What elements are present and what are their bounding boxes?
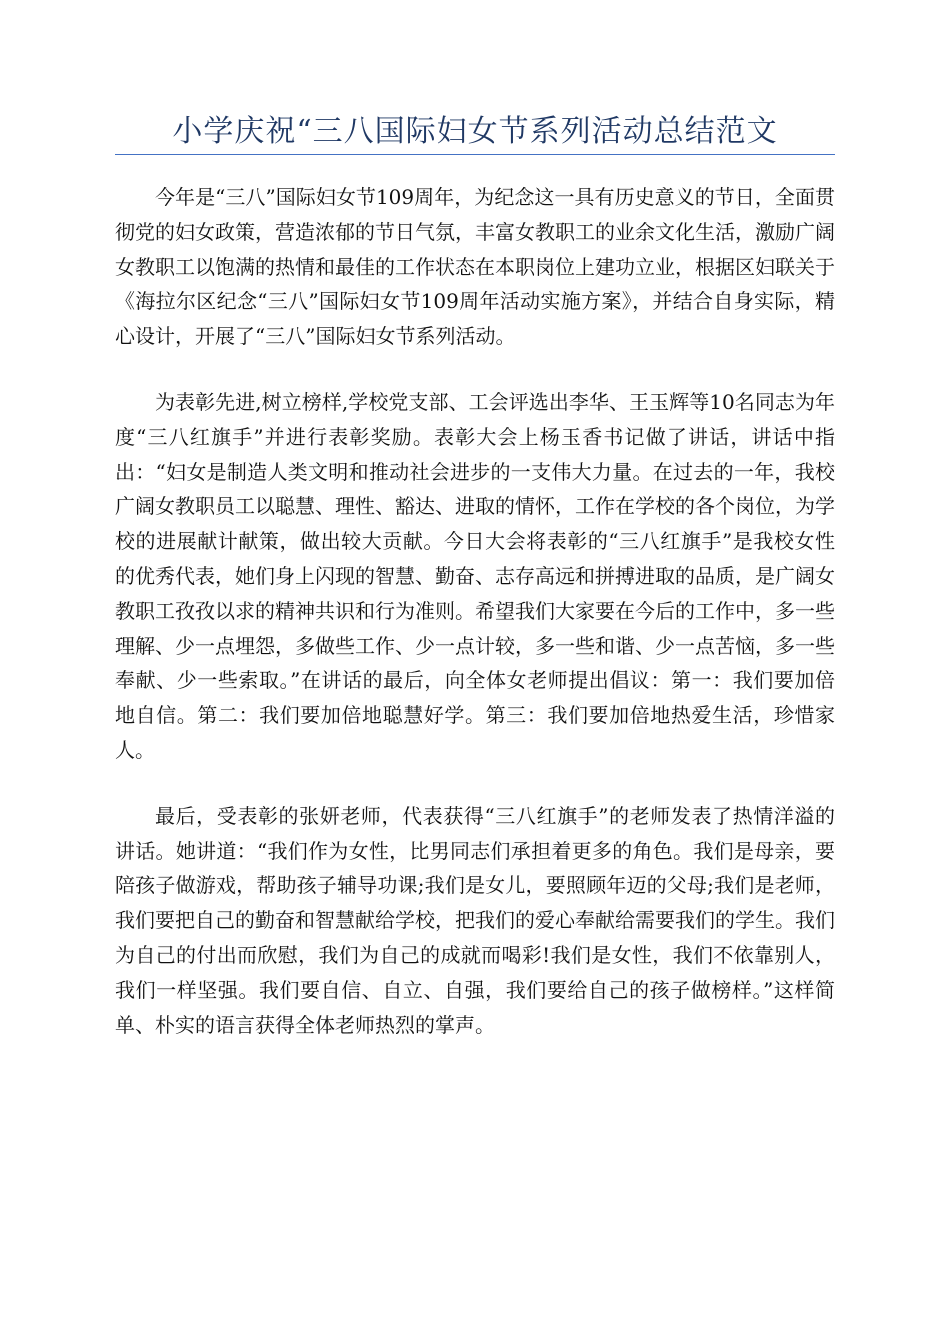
document-body — [115, 180, 835, 1073]
page-title: 小学庆祝“三八国际妇女节系列活动总结范文 — [172, 114, 778, 149]
paragraph-commendation: 为表彰先进,树立榜样,学校党支部、工会评选出李华、王玉辉等10名同志为年度“三八红旗手”并进行表彰奖励。表彰大会上杨玉香书记做了讲话，讲话中指出：“妇女是制造人类文明和推动社会进步的一支伟大力量。在过去的一年，我校广阔女教职员工以聪慧、理性、豁达、进取的情怀，工作在学校的各个岗位，为学校的进展献计献策，做出较大贡献。今日大会将表彰的“三八红旗手”是我校女性的优秀代表，她们身上闪现的智慧、勤奋、志存高远和拼搏进取的品质，是广阔女教职工孜孜以求的精神共识和行为准则。希望我们大家要在今后的工作中，多一些理解、少一点埋怨，多做些工作、少一点计较，多一些和谐、少一点苦恼，多一些奉献、少一些索取。”在讲话的最后，向全体女老师提出倡议：第一：我们要加倍地自信。第二：我们要加倍地聪慧好学。第三：我们要加倍地热爱生活，珍惜家人。 — [115, 389, 835, 762]
paragraph-intro: 今年是“三八”国际妇女节109周年，为纪念这一具有历史意义的节日，全面贯彻党的妇女政策，营造浓郁的节日气氛，丰富女教职工的业余文化生活，激励广阔女教职工以饱满的热情和最佳的工作状态在本职岗位上建功立业，根据区妇联关于《海拉尔区纪念“三八”国际妇女节109周年活动实施方案》，并结合自身实际，精心设计，开展了“三八”国际妇女节系列活动。 — [115, 185, 835, 349]
title-underline — [115, 154, 835, 155]
paragraph-speech: 最后，受表彰的张妍老师，代表获得“三八红旗手”的老师发表了热情洋溢的讲话。她讲道：“我们作为女性，比男同志们承担着更多的角色。我们是母亲，要陪孩子做游戏，帮助孩子辅导功课;我们是女儿，要照顾年迈的父母;我们是老师，我们要把自己的勤奋和智慧献给学校，把我们的爱心奉献给需要我们的学生。我们为自己的付出而欣慰，我们为自己的成就而喝彩!我们是女性，我们不依靠别人，我们一样坚强。我们要自信、自立、自强，我们要给自己的孩子做榜样。”这样简单、朴实的语言获得全体老师热烈的掌声。 — [115, 803, 835, 1037]
